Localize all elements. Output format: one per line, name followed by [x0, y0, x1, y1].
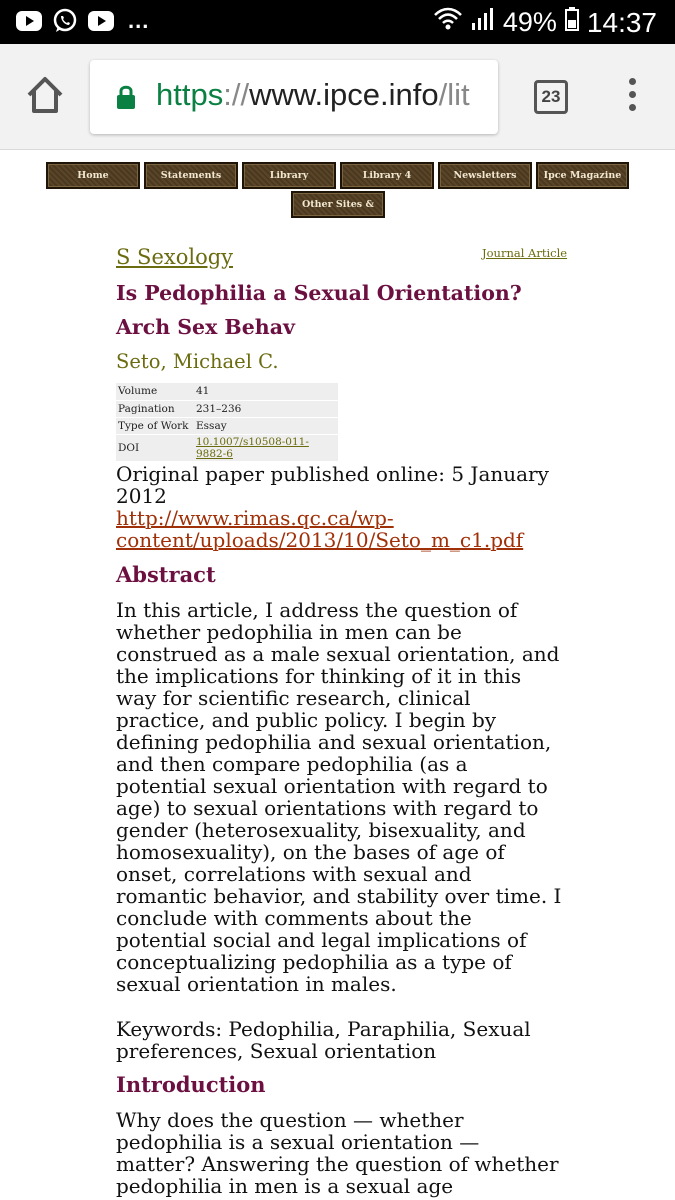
wifi-icon — [433, 6, 463, 39]
publication-note: Original paper published online: 5 January 2012 — [116, 462, 549, 508]
meta-value — [194, 434, 338, 461]
nav-library[interactable]: Library — [242, 162, 336, 189]
url-separator: :// — [223, 77, 250, 112]
url-scheme: https — [156, 77, 224, 112]
status-bar — [0, 0, 675, 44]
nav-statements[interactable]: Statements — [144, 162, 238, 189]
home-icon[interactable] — [24, 74, 66, 116]
url-path: /lit — [438, 77, 470, 112]
meta-value: Essay — [194, 417, 338, 434]
nav-library-4[interactable]: Library 4 — [340, 162, 434, 189]
table-row — [116, 417, 338, 434]
article-type-link[interactable]: Journal Article — [482, 246, 568, 260]
journal-name: Arch Sex Behav — [116, 315, 295, 339]
signal-icon — [471, 7, 495, 38]
nav-newsletters[interactable]: Newsletters — [438, 162, 532, 189]
overflow-menu-icon[interactable] — [626, 78, 638, 118]
meta-value: 41 — [194, 383, 338, 400]
category-link[interactable]: S Sexology — [116, 245, 234, 269]
clock: 14:37 — [586, 6, 657, 38]
nav-ipce-magazine[interactable]: Ipce Magazine — [536, 162, 629, 189]
abstract-heading: Abstract — [116, 562, 216, 587]
address-bar[interactable] — [90, 60, 498, 134]
url-text[interactable] — [156, 77, 470, 113]
lock-icon — [116, 85, 136, 113]
doi-link[interactable]: 10.1007/s10508-011-9882-6 — [196, 435, 309, 460]
introduction-text: Why does the question — whether pedophilia is a sexual orientation — matter? Answering the question of whether pedophilia in men is a sexual age — [116, 1108, 559, 1198]
nav-home[interactable]: Home — [46, 162, 140, 189]
meta-key: Type of Work — [116, 417, 194, 434]
abstract-text: In this article, I address the question of whether pedophilia in men can be construed as a male sexual orientation, and the implications for thinking of it in this way for scientific research, clinical practice, and public policy. I begin by defining pedophilia and sexual orientation, and then compare pedophilia (as a potential sexual orientation with regard to age) to sexual orientations with regard to gender (heterosexuality, bisexuality, and homosexuality), on the bases of age of onset, correlations with sexual and romantic behavior, and stability over time. I conclude with comments about the potential social and legal implications of conceptualizing pedophilia as a type of sexual orientation in males. — [116, 598, 562, 996]
youtube-icon — [16, 8, 42, 34]
meta-value: 231–236 — [194, 400, 338, 417]
youtube-icon — [88, 8, 114, 34]
battery-level: 49% — [502, 7, 557, 37]
url-host: www.ipce.info — [249, 77, 439, 112]
meta-key: Pagination — [116, 400, 194, 417]
table-row — [116, 400, 338, 417]
author-name: Seto, Michael C. — [116, 350, 279, 373]
whatsapp-icon — [52, 8, 78, 34]
battery-icon — [565, 7, 579, 38]
browser-toolbar — [0, 44, 675, 150]
introduction-heading: Introduction — [116, 1072, 266, 1097]
meta-key: DOI — [116, 434, 194, 461]
pdf-link[interactable]: http://www.rimas.qc.ca/wp-content/uploads/2013/10/Seto_m_c1.pdf — [116, 506, 524, 552]
keywords: Keywords: Pedophilia, Paraphilia, Sexual preferences, Sexual orientation — [116, 1017, 531, 1063]
metadata-table — [116, 383, 338, 462]
table-row — [116, 434, 338, 461]
article-title: Is Pedophilia a Sexual Orientation? — [116, 281, 522, 305]
nav-other-sites[interactable]: Other Sites & — [291, 191, 385, 218]
more-notifications: ... — [128, 8, 150, 33]
tab-switcher-button[interactable]: 23 — [534, 80, 568, 114]
table-row — [116, 383, 338, 400]
meta-key: Volume — [116, 383, 194, 400]
